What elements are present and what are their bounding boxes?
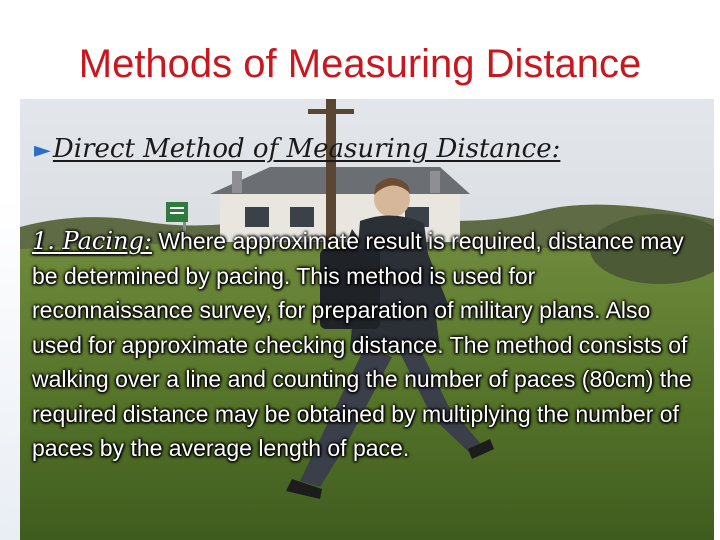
pacing-description: Where approximate result is required, distance may be determined by pacing. This method is used for reconnaissance survey, for preparation of military plans. Also used for approximate checking distance. The method consists of walking over a line and counting the number of paces (80cm) the required distance may be obtained by multiplying the number of paces by the average length of pace. [32, 228, 692, 461]
slide-title: Methods of Measuring Distance [78, 42, 642, 86]
section-heading [34, 132, 560, 168]
pacing-paragraph [32, 224, 694, 466]
pacing-label: 1. Pacing: [32, 227, 152, 255]
section-heading-text: Direct Method of Measuring Distance: [52, 134, 561, 164]
triangle-bullet-icon: ► [34, 138, 51, 163]
